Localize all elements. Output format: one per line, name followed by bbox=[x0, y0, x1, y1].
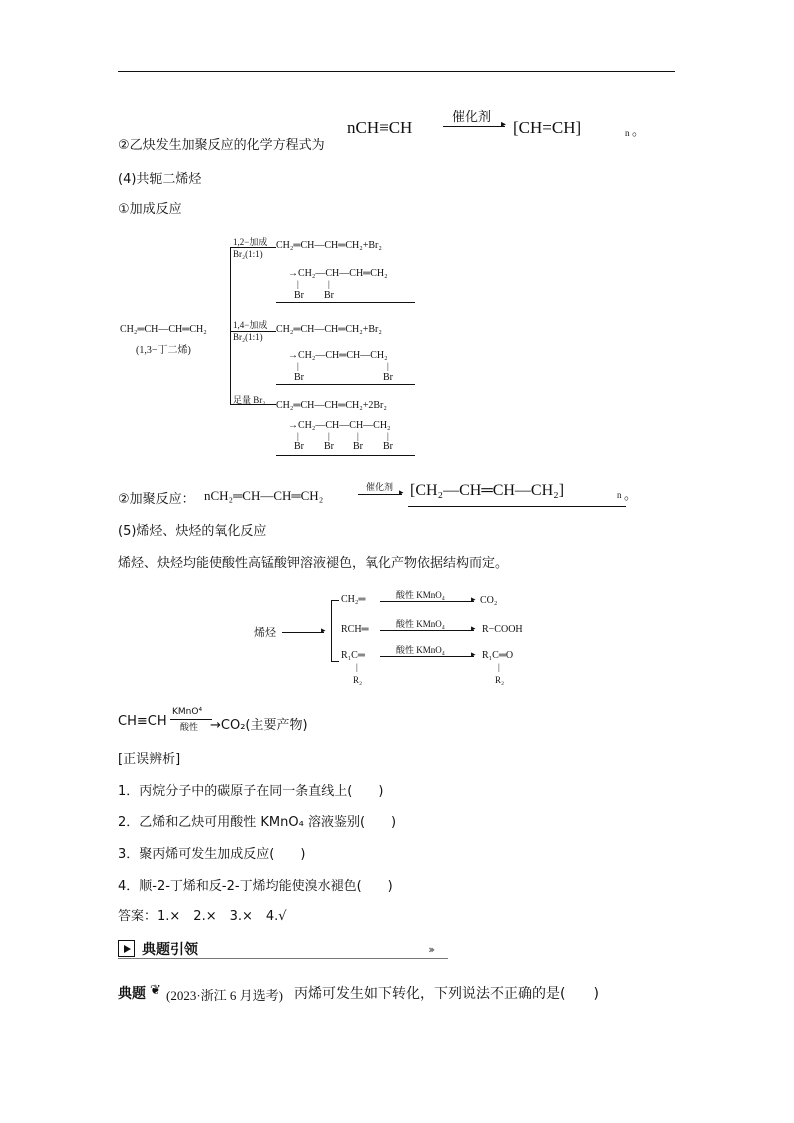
section4-title: (4)共轭二烯烃 bbox=[118, 172, 202, 187]
example-section-header bbox=[118, 939, 448, 959]
branch-3-br-3: Br bbox=[353, 441, 363, 452]
row-2-left: RCH═ bbox=[341, 624, 369, 635]
row-2-right: R−COOH bbox=[482, 624, 523, 635]
butadiene-reactant: CH₂═CH—CH═CH₂ bbox=[120, 324, 207, 335]
example-label: 典题 bbox=[118, 986, 146, 1002]
branch-2-br-1: Br bbox=[294, 372, 304, 383]
header-rule bbox=[118, 71, 675, 72]
leaf-icon: ❦ bbox=[150, 983, 161, 998]
bracket-bottom bbox=[331, 661, 339, 662]
arrowhead: ▸ bbox=[399, 488, 404, 498]
branch-3-br-2: Br bbox=[324, 441, 334, 452]
judge-item-3: 3．聚丙烯可发生加成反应( ) bbox=[118, 847, 306, 862]
branch-2-equation: CH₂═CH—CH═CH₂+Br₂ bbox=[276, 324, 382, 335]
judge-item-1: 1．丙烷分子中的碳原子在同一条直线上( ) bbox=[118, 784, 384, 799]
branch-1-br-1: Br bbox=[294, 290, 304, 301]
addition-title: ①加成反应 bbox=[118, 202, 182, 217]
branch-2-product: →CH₂—CH═CH—CH₂ bbox=[288, 350, 388, 361]
branch-3-product: →CH₂—CH—CH—CH₂ bbox=[288, 420, 391, 431]
bond: | bbox=[328, 279, 330, 289]
acetylene-poly-reactant: nCH≡CH bbox=[347, 118, 413, 137]
polymer-catalyst: 催化剂 bbox=[366, 483, 394, 493]
branch-1-equation: CH₂═CH—CH═CH₂+Br₂ bbox=[276, 240, 382, 251]
row-1-arrow bbox=[380, 601, 474, 602]
oxidation-text: 烯烃、炔烃均能使酸性高锰酸钾溶液褪色，氧化产物依据结构而定。 bbox=[118, 556, 509, 571]
branch-1-under: Br₂(1:1) bbox=[233, 249, 263, 259]
play-icon bbox=[118, 940, 135, 957]
source-arrow bbox=[282, 632, 324, 633]
branch-3-br-4: Br bbox=[383, 441, 393, 452]
branch-1-over: 1,2−加成 bbox=[233, 237, 268, 247]
arrowhead: ▸ bbox=[321, 626, 326, 636]
row-2-arrow bbox=[380, 630, 474, 631]
acetylene-poly-arrow bbox=[443, 126, 505, 127]
bond: | bbox=[498, 662, 500, 672]
branch-3-over: 足量 Br₂ bbox=[233, 395, 266, 405]
row-3-arrow bbox=[380, 656, 474, 657]
branch-2-br-2: Br bbox=[383, 372, 393, 383]
branch-1-product: →CH₂—CH—CH═CH₂ bbox=[288, 268, 388, 279]
row-3-right: R₁C═O bbox=[482, 650, 514, 661]
alkyne-reactant: CH≡CH bbox=[118, 714, 167, 729]
row-3-over: 酸性 KMnO₄ bbox=[396, 645, 445, 655]
polymer-product: [CH₂—CH═CH—CH₂] bbox=[410, 482, 565, 499]
arrowhead: ▸ bbox=[471, 595, 476, 605]
acetylene-poly-catalyst: 催化剂 bbox=[452, 110, 492, 125]
row-1-over: 酸性 KMnO₄ bbox=[396, 590, 445, 600]
branch-2-rule bbox=[276, 384, 415, 385]
period: 。 bbox=[624, 488, 638, 503]
acetylene-poly-n: n bbox=[625, 128, 630, 138]
row-1-right: CO₂ bbox=[480, 595, 498, 606]
acetylene-poly-label: ②乙炔发生加聚反应的化学方程式为 bbox=[118, 138, 325, 153]
arrowhead: ▸ bbox=[471, 624, 476, 634]
branch-3-equation: CH₂═CH—CH═CH₂+2Br₂ bbox=[276, 400, 387, 411]
polymer-underline bbox=[408, 506, 626, 507]
row-3-left: R₁C═ bbox=[341, 650, 365, 661]
answer-line: 答案：1.× 2.× 3.× 4.√ bbox=[118, 909, 287, 924]
arrowhead: ▸ bbox=[501, 119, 507, 130]
alkyne-over: KMnO⁴ bbox=[172, 707, 203, 717]
alkyne-under: 酸性 bbox=[180, 723, 199, 733]
scheme-bracket bbox=[230, 247, 231, 404]
judge-item-2: 2．乙烯和乙炔可用酸性 KMnO₄ 溶液鉴别( ) bbox=[118, 815, 397, 830]
bond: | bbox=[387, 361, 389, 371]
bond: | bbox=[387, 431, 389, 441]
branch-3-br-1: Br bbox=[294, 441, 304, 452]
polymer-label: ②加聚反应： bbox=[118, 492, 195, 507]
example-source: (2023·浙江 6 月选考) bbox=[166, 988, 283, 1003]
chevrons-icon: ››› bbox=[428, 943, 433, 956]
oxidation-source: 烯烃 bbox=[254, 626, 276, 639]
row-3-left-sub: R₂ bbox=[353, 675, 363, 685]
butadiene-name: (1,3−丁二烯) bbox=[136, 345, 191, 356]
bond: | bbox=[356, 662, 358, 672]
bracket-top bbox=[331, 600, 339, 601]
branch-1-rule bbox=[276, 302, 415, 303]
branch-3-rule bbox=[276, 455, 415, 456]
polymer-reactant: nCH₂═CH—CH═CH₂ bbox=[204, 488, 324, 503]
alkyne-product: →CO₂(主要产物) bbox=[210, 718, 308, 733]
period: 。 bbox=[632, 124, 646, 139]
row-1-left: CH₂═ bbox=[341, 594, 366, 605]
example-section-title: 典题引领 bbox=[142, 942, 198, 958]
row-2-over: 酸性 KMnO₄ bbox=[396, 619, 445, 629]
branch-2-under: Br₂(1:1) bbox=[233, 332, 263, 342]
bond: | bbox=[297, 279, 299, 289]
bond: | bbox=[357, 431, 359, 441]
branch-2-over: 1,4−加成 bbox=[233, 320, 268, 330]
row-3-right-sub: R₂ bbox=[495, 675, 505, 685]
acetylene-poly-product: [CH=CH] bbox=[513, 118, 582, 137]
bond: | bbox=[328, 431, 330, 441]
arrowhead: ▸ bbox=[471, 650, 476, 660]
polymer-n: n bbox=[617, 490, 622, 500]
oxidation-bracket bbox=[331, 600, 332, 662]
example-question: 丙烯可发生如下转化，下列说法不正确的是( ) bbox=[294, 986, 599, 1002]
bond: | bbox=[297, 431, 299, 441]
branch-1-br-2: Br bbox=[324, 290, 334, 301]
polymer-arrow bbox=[358, 494, 402, 495]
judge-item-4: 4．顺-2-丁烯和反-2-丁烯均能使溴水褪色( ) bbox=[118, 879, 393, 894]
section5-title: (5)烯烃、炔烃的氧化反应 bbox=[118, 524, 267, 539]
section-underline bbox=[118, 958, 448, 959]
judge-title: [正误辨析] bbox=[118, 752, 181, 767]
bond: | bbox=[297, 361, 299, 371]
